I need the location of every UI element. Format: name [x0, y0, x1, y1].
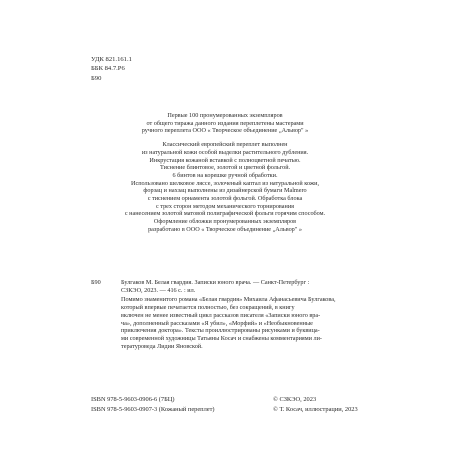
edition-paragraph-2 [90, 141, 360, 233]
bib-description [121, 279, 363, 350]
text-line: от общего тиража данного издания переплетены мастерами [146, 119, 304, 127]
footer-row [91, 405, 361, 415]
annotation-line: ми современной художницы Татьяны Косач и снабжены комментариями ли- [121, 334, 322, 342]
text-line: 6 бинтов на корешке ручной обработки. [172, 171, 278, 179]
footer-row [91, 395, 361, 405]
text-line: Классический европейский переплет выполнен [162, 141, 288, 149]
bib-author-mark: Б90 [91, 279, 101, 286]
bib-line: Булгаков М. Белая гвардия. Записки юного врача. — Санкт-Петербург : [121, 279, 310, 286]
text-line: разработано в ООО « Творческое объединение „Альвор" » [148, 225, 302, 233]
annotation-line: включен не менее известный цикл рассказов писателя «Записки юного вра- [121, 311, 321, 319]
annotation-line: тературоведа Лидии Яновской. [121, 342, 203, 350]
annotation-line: Помимо знаменитого романа «Белая гвардия» Михаила Афанасьевича Булгакова, [121, 296, 336, 304]
text-line: из натуральной кожи особой выделки растительного дубления. [141, 148, 309, 156]
text-line: с трех сторон методом механического торнирования [156, 202, 294, 210]
bbk-code: ББК 84.7.Р6 [91, 65, 125, 73]
annotation-line: ча», дополненный рассказами «Я убил», «Морфий» и «Необыкновенные [121, 319, 313, 327]
text-line: форзац и нахзац выполнены из дизайнерской бумаги Malmero [143, 187, 307, 195]
text-line: с нанесением золотой матовой полиграфической фольги горячим способом. [124, 210, 326, 218]
edition-note [90, 112, 360, 240]
edition-paragraph-1 [90, 112, 360, 135]
bib-annotation [121, 296, 363, 350]
isbn-leather: ISBN 978-5-9603-0907-3 (Кожаный переплет) [91, 405, 215, 413]
copyright-illustrations: © Т. Косач, иллюстрации, 2023 [273, 405, 358, 413]
text-line: ручного переплета ООО « Творческое объединение „Альвор" » [141, 127, 309, 135]
udk-code: УДК 821.161.1 [91, 56, 132, 63]
annotation-line: приключения доктора». Тексты проиллюстрированы рисунками и буквица- [121, 327, 320, 335]
isbn-copyright-block [91, 395, 361, 415]
text-line: с тиснением орнамента золотой фольгой. Обработка блока [147, 195, 303, 203]
author-mark: Б90 [91, 74, 102, 82]
annotation-line: который впервые печатается полностью, без сокращений, в книгу [121, 304, 295, 312]
classification-block [91, 55, 132, 83]
text-line: Оформление обложки пронумерованных экземпляров [153, 218, 297, 226]
text-line: Инкрустация кожаной вставкой с полноцветной печатью. [149, 156, 301, 164]
bib-line: СЗКЭО, 2023. — 416 с. : ил. [121, 286, 196, 294]
copyright-publisher: © СЗКЭО, 2023 [273, 396, 317, 403]
text-line: Тиснение блинтовое, золотой и цветной фольгой. [159, 164, 291, 172]
text-line: Использовано шелковое ляссе, золоченый каптал из натуральной кожи, [130, 179, 320, 187]
isbn-primary: ISBN 978-5-9603-0906-6 (7БЦ) [91, 396, 175, 403]
text-line: Первые 100 пронумерованных экземпляров [167, 112, 283, 119]
